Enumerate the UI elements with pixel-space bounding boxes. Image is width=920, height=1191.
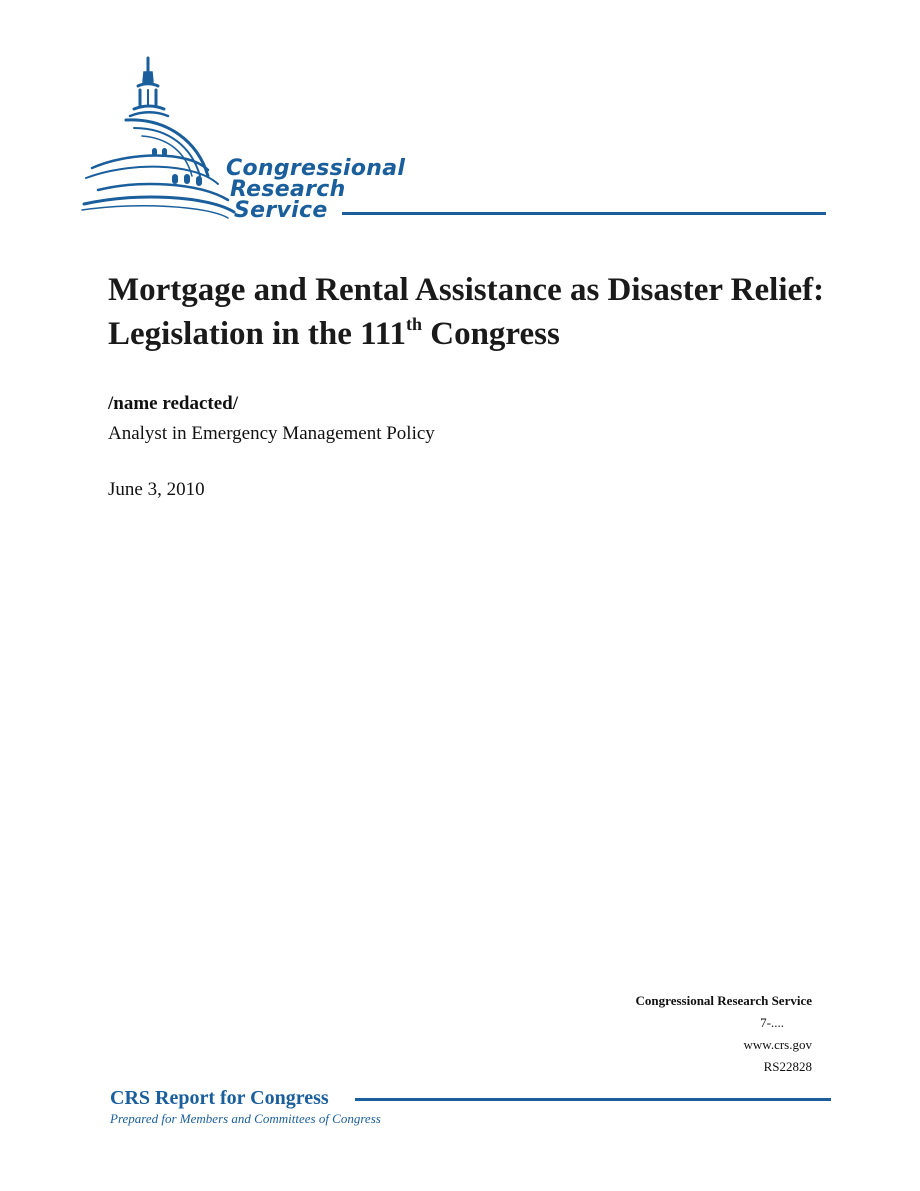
report-title-end: Congress <box>421 316 560 352</box>
report-title <box>108 268 828 356</box>
crs-logo <box>78 52 828 224</box>
footer-subtitle: Prepared for Members and Committees of Congress <box>110 1111 381 1126</box>
report-title-superscript: th <box>405 314 422 334</box>
crs-code: 7-.... <box>760 1015 784 1030</box>
logo-text-research: Research <box>230 177 346 202</box>
footer-title: CRS Report for Congress <box>110 1087 329 1109</box>
capitol-dome-icon <box>78 52 238 224</box>
logo-text-congressional: Congressional <box>226 156 406 181</box>
crs-org-name: Congressional Research Service <box>635 993 812 1008</box>
logo-divider-line <box>342 212 826 215</box>
author-role: Analyst in Emergency Management Policy <box>108 423 435 444</box>
author-name: /name redacted/ <box>108 393 238 414</box>
footer-divider-line <box>355 1098 831 1101</box>
logo-text-service: Service <box>234 198 328 223</box>
report-date: June 3, 2010 <box>108 479 205 500</box>
crs-website: www.crs.gov <box>743 1037 812 1052</box>
report-title-main: Mortgage and Rental Assistance as Disaster Relief: Legislation in the 111 <box>108 272 825 352</box>
report-number: RS22828 <box>763 1059 812 1074</box>
crs-info-block <box>512 990 812 1078</box>
